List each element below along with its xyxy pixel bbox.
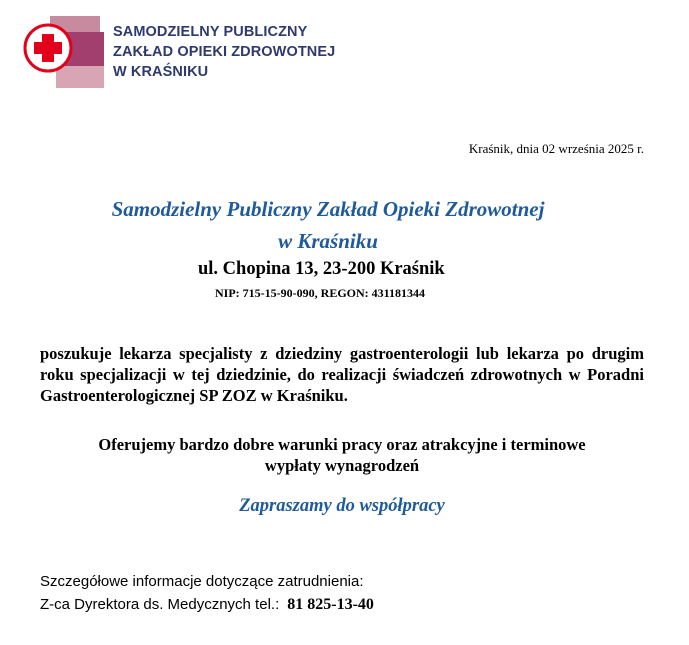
hospital-logo xyxy=(22,10,112,92)
job-announcement-paragraph: poszukuje lekarza specjalisty z dziedziny gastroenterologii lub lekarza po drugim roku specjalizacji w tej dziedzinie, do realizacji świadczeń zdrowotnych w Poradni Gastroenterologicznej SP ZOZ w Kraśniku. xyxy=(40,344,644,405)
invitation-heading: Zapraszamy do współpracy xyxy=(239,496,445,516)
organization-address: ul. Chopina 13, 23-200 Kraśnik xyxy=(198,259,445,279)
logo-line-1: SAMODZIELNY PUBLICZNY xyxy=(113,24,308,40)
contact-line xyxy=(40,593,374,616)
organization-ids: NIP: 715-15-90-090, REGON: 431181344 xyxy=(215,286,425,300)
contact-details xyxy=(40,570,374,616)
logo-cross-horizontal xyxy=(34,42,62,54)
offer-statement xyxy=(40,434,644,476)
details-label: Szczegółowe informacje dotyczące zatrudnienia: xyxy=(40,573,364,590)
logo-wordmark xyxy=(113,22,335,82)
document-date: Kraśnik, dnia 02 września 2025 r. xyxy=(468,141,644,156)
organization-name-line-1: Samodzielny Publiczny Zakład Opieki Zdrowotnej xyxy=(111,197,545,221)
logo-light-square xyxy=(56,66,104,88)
phone-number[interactable]: 81 825-13-40 xyxy=(287,596,374,613)
offer-line-2: wypłaty wynagrodzeń xyxy=(264,456,420,475)
contact-label: Z-ca Dyrektora ds. Medycznych tel.: xyxy=(40,596,280,613)
logo-line-3: W KRAŚNIKU xyxy=(113,64,209,80)
offer-line-1: Oferujemy bardzo dobre warunki pracy oraz atrakcyjne i terminowe xyxy=(98,435,586,454)
logo-line-2: ZAKŁAD OPIEKI ZDROWOTNEJ xyxy=(113,44,336,60)
organization-name-line-2: w Kraśniku xyxy=(278,229,378,253)
